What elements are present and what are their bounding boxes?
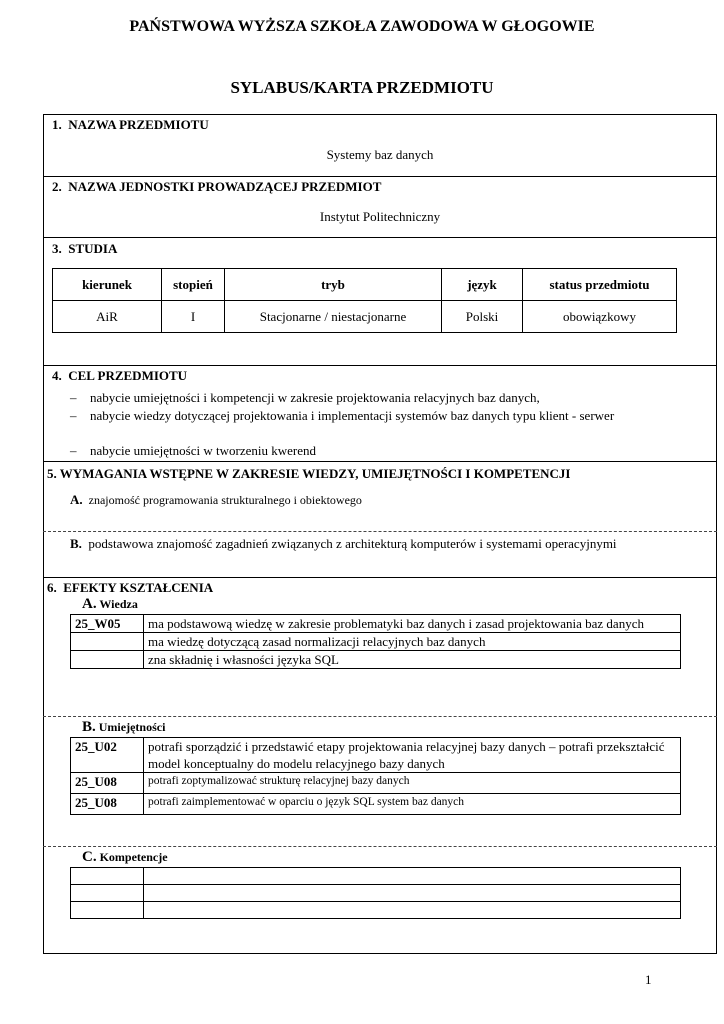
syllabus-frame [43,114,717,954]
list-item [70,407,635,424]
effect-text: zna składnię i własności języka SQL [144,651,681,669]
section-2-heading [52,179,381,195]
table-cell [71,885,144,902]
table-cell [144,885,681,902]
table-cell [144,868,681,885]
effect-text: potrafi zoptymalizować strukturę relacyjnej bazy danych [144,773,681,794]
req-b-letter: B. [70,536,82,551]
kompetencje-heading [82,849,168,866]
kompetencje-label: Kompetencje [99,850,168,864]
table-row [71,738,681,773]
table-row [71,885,681,902]
goal-text: nabycie umiejętności w tworzeniu kwerend [90,443,316,458]
header-cell: kierunek [53,269,162,301]
req-a-text: znajomość programowania strukturalnego i obiektowego [88,493,362,507]
section-3-heading [52,241,117,257]
divider [43,577,717,578]
course-name: Systemy baz danych [326,147,434,162]
table-cell: AiR [53,301,162,333]
section-2-num: 2. [52,179,62,194]
req-a-letter: A. [70,492,83,507]
table-cell: Stacjonarne / niestacjonarne [225,301,442,333]
section-4-heading [52,368,187,384]
dash-bullet: – [70,390,77,405]
dash-bullet: – [70,443,77,458]
effect-text: potrafi sporządzić i przedstawić etapy projektowania relacyjnej bazy danych – potrafi przekształcić model konceptualny do modelu relacyjnego bazy danych [144,738,681,773]
effect-code [71,651,144,669]
effect-text: ma wiedzę dotyczącą zasad normalizacji relacyjnych baz danych [144,633,681,651]
section-6-heading [47,580,213,596]
table-cell: obowiązkowy [523,301,677,333]
umiejetnosci-letter: B. [82,719,96,735]
divider [43,461,717,462]
effect-text: ma podstawową wiedzę w zakresie problematyki baz danych i zasad projektowania baz danych [144,615,681,633]
table-row [71,651,681,669]
requirement-a [70,492,362,508]
effect-code: 25_U02 [71,738,144,773]
table-cell [144,902,681,919]
req-b-text: podstawowa znajomość zagadnień związanych z architekturą komputerów i systemami operacyjnymi [88,536,617,551]
wiedza-table [70,614,681,669]
kompetencje-table [70,867,681,919]
header-cell: tryb [225,269,442,301]
section-6-num: 6. [47,580,57,595]
umiejetnosci-label: Umiejętności [98,720,166,734]
table-row [71,633,681,651]
dotted-divider [43,846,717,847]
table-cell [71,868,144,885]
divider [43,365,717,366]
table-cell: Polski [442,301,523,333]
section-2-title: NAZWA JEDNOSTKI PROWADZĄCEJ PRZEDMIOT [68,179,382,194]
kompetencje-letter: C. [82,849,97,865]
section-1-heading [52,117,209,133]
umiejetnosci-heading [82,719,165,736]
goal-text: nabycie umiejętności i kompetencji w zakresie projektowania relacyjnych baz danych, [90,390,540,405]
section-4-num: 4. [52,368,62,383]
unit-name: Instytut Politechniczny [319,209,441,224]
table-row [71,794,681,815]
section-5-heading: 5. WYMAGANIA WSTĘPNE W ZAKRESIE WIEDZY, UMIEJĘTNOŚCI I KOMPETENCJI [47,466,571,481]
header-cell: stopień [162,269,225,301]
divider [43,176,717,177]
effect-text: potrafi zaimplementować w oparciu o język SQL system baz danych [144,794,681,815]
list-item [70,442,650,459]
section-6-title: EFEKTY KSZTAŁCENIA [63,580,214,595]
table-row [53,301,677,333]
effect-code: 25_U08 [71,773,144,794]
table-row [71,773,681,794]
list-item [70,389,650,406]
section-1-title: NAZWA PRZEDMIOTU [68,117,209,132]
dotted-divider [43,531,717,532]
table-cell [71,902,144,919]
effect-code: 25_W05 [71,615,144,633]
dash-bullet: – [70,408,77,423]
page-number: 1 [645,972,652,987]
goal-text: nabycie wiedzy dotyczącej projektowania i implementacji systemów baz danych typu klient - serwer [90,408,615,423]
university-name: PAŃSTWOWA WYŻSZA SZKOŁA ZAWODOWA W GŁOGOWIE [129,18,595,35]
section-3-num: 3. [52,241,62,256]
wiedza-letter: A. [82,596,97,612]
section-4-title: CEL PRZEDMIOTU [68,368,188,383]
wiedza-label: Wiedza [99,597,138,611]
effect-code: 25_U08 [71,794,144,815]
umiejetnosci-table [70,737,681,815]
table-row [53,269,677,301]
effect-code [71,633,144,651]
table-row [71,615,681,633]
document-title: SYLABUS/KARTA PRZEDMIOTU [230,78,494,97]
section-1-num: 1. [52,117,62,132]
section-3-title: STUDIA [68,241,118,256]
studia-table [52,268,677,333]
table-cell: I [162,301,225,333]
table-row [71,902,681,919]
dotted-divider [43,716,717,717]
table-row [71,868,681,885]
header-cell: status przedmiotu [523,269,677,301]
requirement-b [70,536,617,552]
divider [43,237,717,238]
wiedza-heading [82,596,138,613]
header-cell: język [442,269,523,301]
